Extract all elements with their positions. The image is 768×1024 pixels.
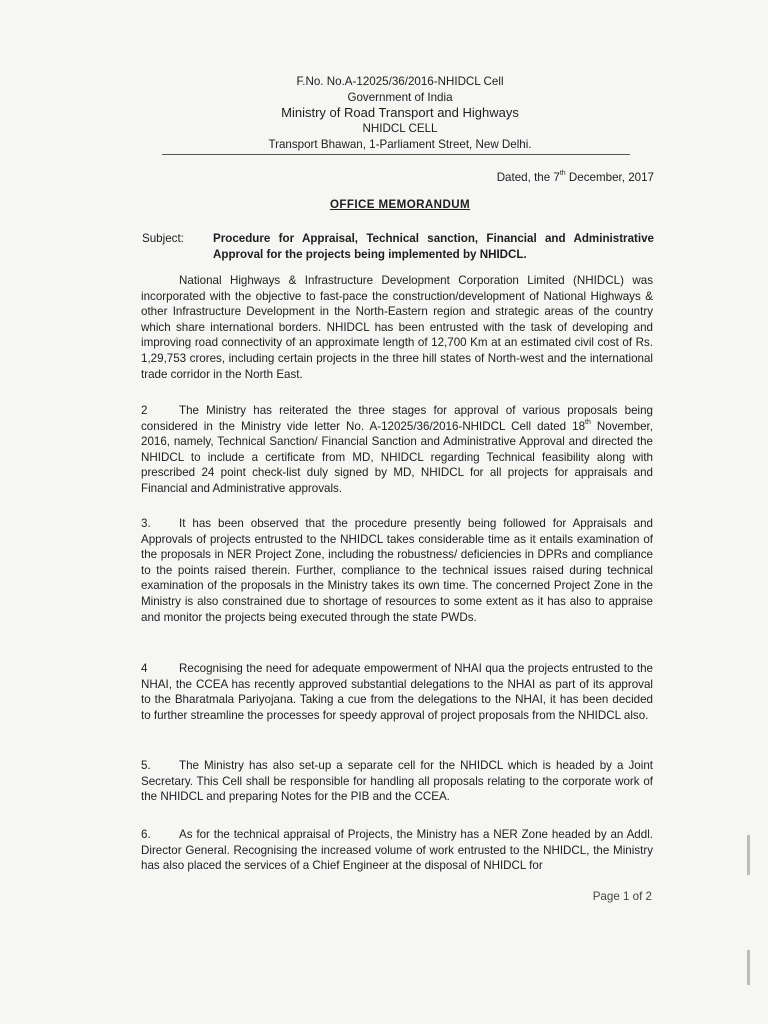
- page-number: Page 1 of 2: [592, 890, 652, 903]
- file-number: F.No. No.A-12025/36/2016-NHIDCL Cell: [296, 75, 504, 88]
- government-name: Government of India: [347, 90, 453, 104]
- subject-label: Subject:: [142, 232, 184, 245]
- scan-artifact-mark: [747, 835, 750, 875]
- paragraph-2-ordinal: th: [585, 418, 591, 426]
- paragraph-2: [141, 403, 653, 497]
- cell-name: NHIDCL CELL: [362, 122, 438, 135]
- date-prefix: Dated, the 7: [496, 171, 560, 184]
- paragraph-1-text: National Highways & Infrastructure Development Corporation Limited (NHIDCL) was incorporated with the objective to fast-pace the construction/development of National Highways & other Infrastructure Development in the North-Eastern region and strategic areas of the country which share international borders. NHIDCL has been entrusted with the task of developing and improving road connectivity of an approximate length of 12,700 Km at an estimated civil cost of Rs. 1,29,753 crores, including certain projects in the three hill states of North-west and the international trade corridor in the North East.: [141, 274, 653, 381]
- ministry-name: Ministry of Road Transport and Highways: [281, 105, 519, 120]
- memo-title: OFFICE MEMORANDUM: [329, 198, 471, 211]
- office-address: Transport Bhawan, 1-Parliament Street, New Delhi.: [268, 137, 532, 151]
- paragraph-5-number: 5.: [141, 759, 151, 772]
- paragraph-5-text: The Ministry has also set-up a separate cell for the NHIDCL which is headed by a Joint Secretary. This Cell shall be responsible for handling all proposals relating to the corporate work of the NHIDCL and preparing Notes for the PIB and the CCEA.: [141, 759, 653, 804]
- paragraph-6-number: 6.: [141, 828, 151, 841]
- paragraph-3: [141, 516, 653, 625]
- subject-block: [142, 231, 654, 262]
- date-ordinal: th: [559, 170, 566, 178]
- date-line: [497, 170, 654, 186]
- paragraph-6-text: As for the technical appraisal of Projects, the Ministry has a NER Zone headed by an Addl. Director General. Recognising the increased volume of work entrusted to the NHIDCL, the Ministry has also placed the services of a Chief Engineer at the disposal of NHIDCL for: [141, 828, 653, 873]
- letterhead: [0, 74, 768, 152]
- paragraph-1: [141, 273, 653, 382]
- paragraph-4-number: 4: [141, 662, 148, 675]
- header-divider: [162, 154, 630, 155]
- paragraph-2-number: 2: [141, 404, 148, 417]
- subject-text: Procedure for Appraisal, Technical sanction, Financial and Administrative Approval for the projects being implemented by NHIDCL.: [213, 232, 654, 261]
- date-suffix: December, 2017: [565, 171, 654, 184]
- paragraph-5: [141, 758, 653, 805]
- paragraph-2-text-a: The Ministry has reiterated the three stages for approval of various proposals being considered in the Ministry vide letter No. A-12025/36/2016-NHIDCL Cell dated 18: [141, 404, 653, 433]
- scan-artifact-mark: [747, 950, 750, 985]
- paragraph-3-text: It has been observed that the procedure presently being followed for Appraisals and Approvals of projects entrusted to the NHIDCL takes considerable time as it entails examination of the proposals in NER Project Zone, including the robustness/ deficiencies in DPRs and compliance to the points raised therein. Further, compliance to the technical issues raised during technical examination of the proposals in the Ministry takes its own time. The concerned Project Zone in the Ministry is also constrained due to shortage of resources to some extent as it has also to appraise and monitor the projects being executed through the state PWDs.: [141, 517, 653, 624]
- paragraph-3-number: 3.: [141, 517, 151, 530]
- paragraph-4: [141, 661, 653, 723]
- paragraph-2-text-b: November, 2016, namely, Technical Sanction/ Financial Sanction and Administrative Approval and directed the NHIDCL to include a certificate from MD, NHIDCL regarding Technical feasibility along with prescribed 24 point check-list duly signed by MD, NHIDCL for all projects for appraisals and Financial and Administrative approvals.: [141, 419, 653, 495]
- paragraph-4-text: Recognising the need for adequate empowerment of NHAI qua the projects entrusted to the NHAI, the CCEA has recently approved substantial delegations to the NHAI as part of its approval to the Bharatmala Pariyojana. Taking a cue from the delegations to the NHAI, it has been decided to further streamline the processes for speedy approval of project proposals from the NHIDCL also.: [141, 662, 653, 722]
- paragraph-6: [141, 827, 653, 874]
